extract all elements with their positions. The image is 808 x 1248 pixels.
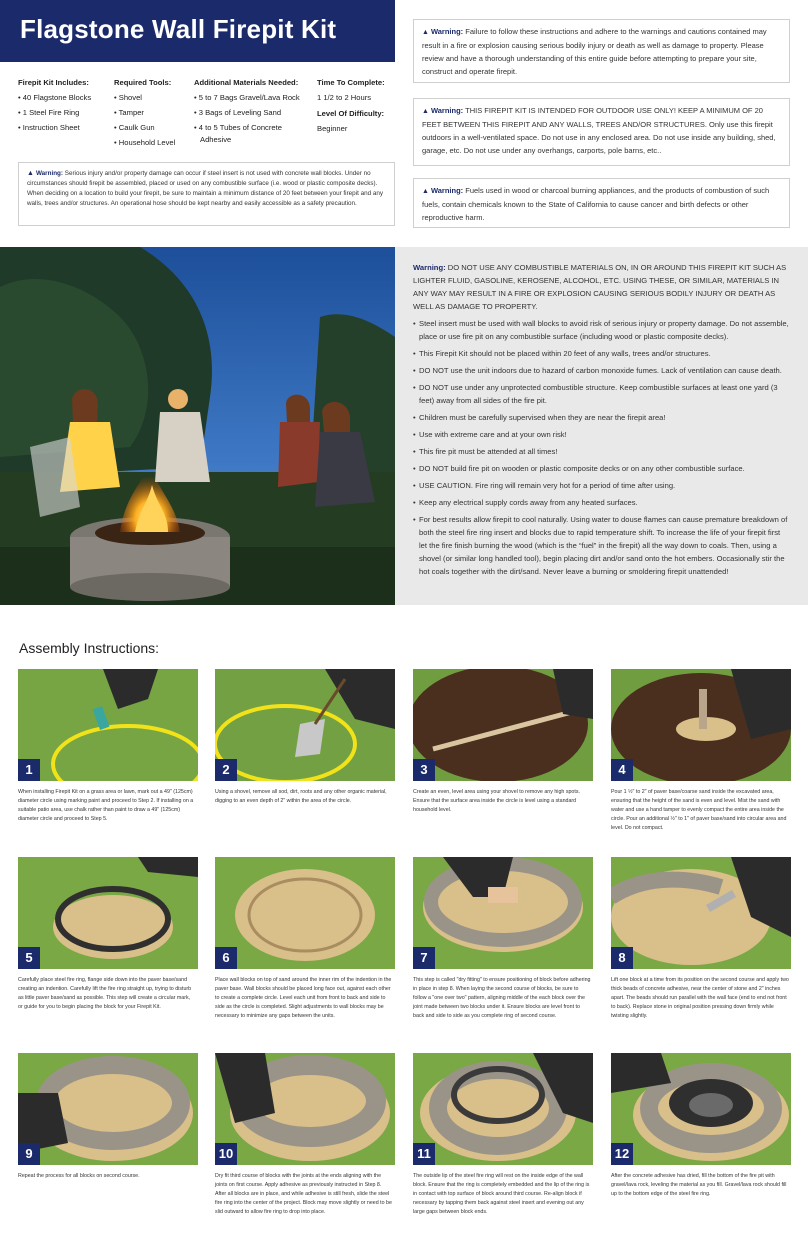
step-7 [413, 857, 593, 1021]
step-text: Carefully place steel fire ring, flange side down into the paver base/sand creating an indention. Carefully lift the fire ring straight up, trying to disturb as little paver base/sand as possible. This step will create a circular mark, or guide for you to begin placing the block for your Firepit Kit. [18, 977, 192, 1010]
materials-item: • 3 Bags of Leveling Sand [194, 108, 282, 117]
step-number-badge: 11 [413, 1143, 435, 1165]
step-text: When installing Firepit Kit on a grass area or lawn, mark out a 49" (125cm) diameter circle using marking paint and proceed to Step 2. If installing on a suitable patio area, use chalk rather than paint to draw a 49" (125cm) diameter circle and proceed to Step 5. [18, 789, 194, 822]
step-photo [413, 669, 593, 781]
warning-text: Failure to follow these instructions and adhere to the warnings and cautions contained may result in a fire or explosion causing serious bodily injury or death as well as damage to property. Please review and have a thorough understanding of this entire guide before attempting to prepare your site, construct and operate firepit. [422, 27, 767, 76]
step-photo [611, 1053, 791, 1165]
includes-column [18, 76, 91, 135]
step-number-badge: 8 [611, 947, 633, 969]
step-text: Place wall blocks on top of sand around the inner rim of the indention in the paver base. Wall blocks should be placed long face out, against each other to create a complete circle. Level each unit from front to back and side to side as the circle is completed. Slight adjustments to wall blocks may be necessary to minimize any gaps between the units. [215, 977, 392, 1019]
step-number-badge: 10 [215, 1143, 237, 1165]
step-text: Lift one block at a time from its position on the second course and apply two thick beads of concrete adhesive, near the center of stone and 2" inches apart. The beads should run parallel with the wall face (end to end not front to back). Replace stone in original position pressing down firmly while twisting slightly. [611, 977, 789, 1019]
safety-bullet: • DO NOT use under any unprotected combustible structure. Keep combustible surfaces at least one yard (3 feet) away from all sides of the fire pit. [413, 381, 790, 407]
materials-item: • 4 to 5 Tubes of Concrete [194, 123, 282, 132]
includes-heading: Firepit Kit Includes: [18, 78, 89, 87]
step-number-badge: 12 [611, 1143, 633, 1165]
safety-bullet: • This Firepit Kit should not be placed within 20 feet of any walls, trees and/or structures. [413, 347, 790, 360]
assembly-title: Assembly Instructions: [19, 640, 160, 656]
materials-item: • 5 to 7 Bags Gravel/Lava Rock [194, 93, 300, 102]
materials-column [194, 76, 300, 145]
step-number-badge: 9 [18, 1143, 40, 1165]
warning-icon: ▲ [422, 29, 429, 36]
step-5 [18, 857, 198, 1012]
step-11 [413, 1053, 593, 1217]
tools-item: • Shovel [114, 93, 142, 102]
warning-text: THIS FIREPIT KIT IS INTENDED FOR OUTDOOR USE ONLY! KEEP A MINIMUM OF 20 FEET BETWEEN THIS FIREPIT AND ANY WALLS, TREES AND/OR STRUCTURES. Only use this firepit outdoors in a well-ventilated space. Do not use in any enclosed area. Do not use inside any building, shed, garage, etc. Do not use under any overhangs, carports, pole barns, etc.. [422, 106, 776, 155]
includes-item: • Instruction Sheet [18, 123, 80, 132]
step-8 [611, 857, 791, 1021]
safety-bullet: • For best results allow firepit to cool naturally. Using water to douse flames can cause premature breakdown of both the steel fire ring insert and blocks due to rapid temperature shift. To increase the life of your firepit first let the fire finish burning the wood (which is the “fuel” in the firepit) all the way down to coals. Then, using a shovel (or similar long handled tool), begin placing dirt and/or sand onto the hot embers. Occasionally stir the hot coals together with the dirt/sand. Never leave a burning or smoldering firepit unattended! [413, 513, 790, 578]
materials-heading: Additional Materials Needed: [194, 78, 299, 87]
safety-bullet: • Keep any electrical supply cords away from any heated surfaces. [413, 496, 790, 509]
step-text: The outside lip of the steel fire ring will rest on the inside edge of the wall block. Ensure that the ring is completely embedded and the lip of the ring is in contact with top surface of block around third course. Re-align block if necessary by tapping them back against steel insert and evening out any large gaps between block ends. [413, 1173, 590, 1215]
step-text: Using a shovel, remove all sod, dirt, roots and any other organic material, digging to an even depth of 2" within the area of the circle. [215, 789, 387, 804]
step-2 [215, 669, 395, 806]
step-9 [18, 1053, 198, 1181]
step-photo [215, 857, 395, 969]
warning-label: Warning: [430, 186, 464, 195]
step-photo [611, 669, 791, 781]
step-1 [18, 669, 198, 824]
step-photo [611, 857, 791, 969]
tools-item: • Household Level [114, 138, 176, 147]
safety-bullet: • This fire pit must be attended at all times! [413, 445, 790, 458]
step-photo [215, 669, 395, 781]
step-number-badge: 6 [215, 947, 237, 969]
warning-icon: ▲ [422, 108, 429, 115]
step-6 [215, 857, 395, 1021]
safety-intro-text: DO NOT USE ANY COMBUSTIBLE MATERIALS ON, IN OR AROUND THIS FIREPIT KIT SUCH AS LIGHTER FLUID, GASOLINE, KEROSENE, ALCOHOL, ETC. USING THESE, OR SIMILAR, MATERIALS IN ANY WAY MAY RESULT IN A FIRE OR EXPLOSION CAUSING SERIOUS BODILY INJURY OR DEATH AS WELL AS DAMAGE TO PROPERTY. [413, 263, 787, 311]
difficulty-value: Beginner [317, 124, 348, 133]
step-text: After the concrete adhesive has dried, fill the bottom of the fire pit with gravel/lava rock, leveling the material as you fill. Gravel/lava rock should fill up to the bottom edge of the steel fire ring. [611, 1173, 787, 1197]
step-photo [18, 857, 198, 969]
step-text: Repeat the process for all blocks on second course. [18, 1173, 140, 1179]
step-photo [18, 669, 198, 781]
time-value: 1 1/2 to 2 Hours [317, 93, 372, 102]
tools-heading: Required Tools: [114, 78, 172, 87]
warning-label: Warning: [430, 106, 464, 115]
step-photo [18, 1053, 198, 1165]
time-column [317, 76, 385, 136]
warning-box-right-1 [413, 19, 790, 83]
step-photo [413, 857, 593, 969]
step-number-badge: 2 [215, 759, 237, 781]
step-3 [413, 669, 593, 815]
tools-item: • Tamper [114, 108, 144, 117]
safety-bullet: • DO NOT use the unit indoors due to hazard of carbon monoxide fumes. Lack of ventilation can cause death. [413, 364, 790, 377]
step-12 [611, 1053, 791, 1199]
warning-label: Warning: [35, 170, 63, 177]
materials-item: Adhesive [200, 135, 232, 144]
step-10 [215, 1053, 395, 1217]
warning-box-right-3 [413, 178, 790, 228]
warning-icon: ▲ [27, 170, 34, 177]
step-number-badge: 3 [413, 759, 435, 781]
step-4 [611, 669, 791, 833]
safety-panel [395, 247, 808, 605]
warning-icon: ▲ [422, 188, 429, 195]
time-heading: Time To Complete: [317, 78, 385, 87]
step-text: Dry fit third course of blocks with the joints at the ends aligning with the joints on first course. Apply adhesive as previously instructed in Step 8. After all blocks are in place, and while adhesive is still fresh, slide the steel fire ring into the center of the project. Block may move slightly or need to be slid outward to allow fire ring to drop into place. [215, 1173, 392, 1215]
safety-bullet: • Children must be carefully supervised when they are near the firepit area! [413, 411, 790, 424]
warning-box-left [18, 162, 395, 226]
tools-column [114, 76, 175, 150]
step-text: Create an even, level area using your shovel to remove any high spots. Ensure that the surface area inside the circle is level using a standard household level. [413, 789, 580, 813]
safety-bullet-list [413, 317, 790, 578]
hero-photo [0, 247, 395, 605]
safety-bullet: • DO NOT build fire pit on wooden or plastic composite decks or on any other combustible surface. [413, 462, 790, 475]
step-number-badge: 1 [18, 759, 40, 781]
safety-bullet: • Use with extreme care and at your own risk! [413, 428, 790, 441]
warning-text: Fuels used in wood or charcoal burning appliances, and the products of combustion of such fuels, contain chemicals known to the State of California to cause cancer and birth defects or other reproductive harm. [422, 186, 770, 222]
warning-box-right-2 [413, 98, 790, 166]
step-number-badge: 5 [18, 947, 40, 969]
includes-item: • 40 Flagstone Blocks [18, 93, 92, 102]
step-photo [215, 1053, 395, 1165]
page-title: Flagstone Wall Firepit Kit [0, 0, 395, 62]
difficulty-heading: Level Of Difficulty: [317, 109, 385, 118]
safety-warning-label: Warning: [413, 263, 446, 272]
safety-bullet: • USE CAUTION. Fire ring will remain very hot for a period of time after using. [413, 479, 790, 492]
tools-item: • Caulk Gun [114, 123, 155, 132]
includes-item: • 1 Steel Fire Ring [18, 108, 80, 117]
step-text: This step is called "dry fitting" to ensure positioning of block before adhering in place in step 8. When laying the second course of blocks, be sure to follow a "one over two" pattern, aligning middle of the each block over the joint made between two blocks under it. Ensure blocks are level front to back and side to side as you complete ring of second course. [413, 977, 591, 1019]
step-text: Pour 1 ½" to 2" of paver base/coarse sand inside the excavated area, ensuring that the height of the sand is even and level. Mist the sand with water and use a hand tamper to evenly compact the entire area inside the circle. Pour an additional ½" to 1" of paver base/sand into circular area and level. Do not compact. [611, 789, 787, 831]
safety-intro [413, 261, 790, 313]
step-photo [413, 1053, 593, 1165]
step-number-badge: 4 [611, 759, 633, 781]
step-number-badge: 7 [413, 947, 435, 969]
warning-label: Warning: [430, 27, 464, 36]
safety-bullet: • Steel insert must be used with wall blocks to avoid risk of serious injury or property damage. Do not assemble, place or use fire pit on any combustible surface (including wood or plastic composite decks). [413, 317, 790, 343]
warning-text: Serious injury and/or property damage can occur if steel insert is not used with concrete wall blocks. Under no circumstances should firepit be assembled, placed or used on any combustible surface (i.e. wood or plastic composite decks). When deciding on a location to build your firepit, be sure to maintain a minimum distance of 20 feet between your firepit and any walls, trees and/or structures. An operational hose should be kept nearby and easily accessible as a safety precaution. [27, 170, 383, 207]
